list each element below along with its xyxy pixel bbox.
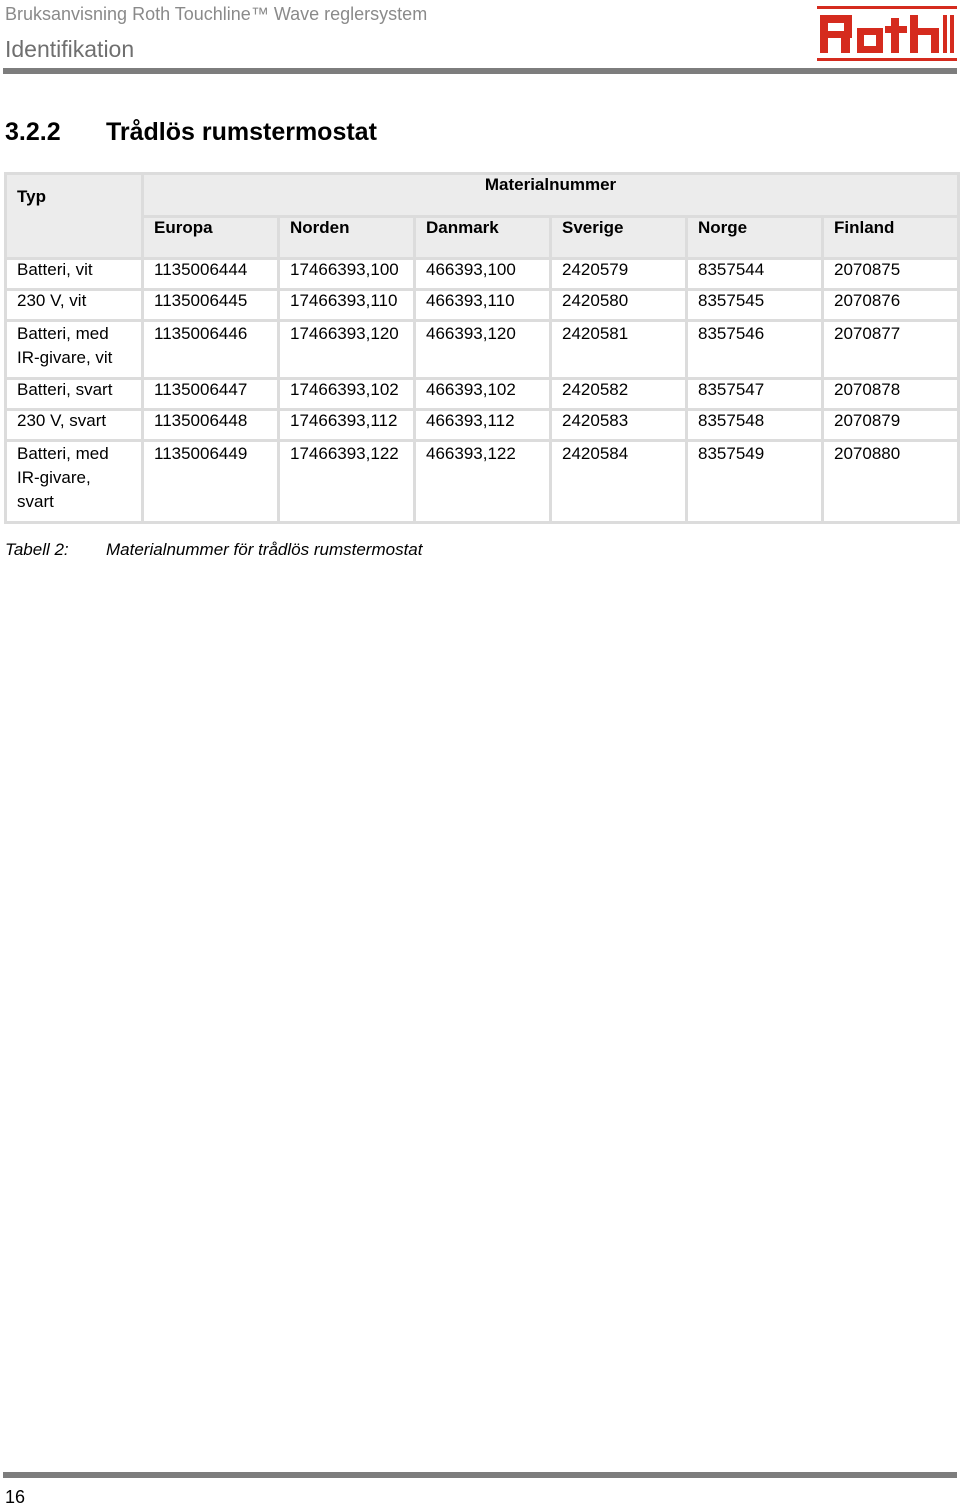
material-number-cell: 2420583 [551, 410, 687, 441]
material-number-cell: 17466393,102 [279, 379, 415, 410]
caption-text: Materialnummer för trådlös rumstermostat [106, 540, 423, 559]
header-divider [3, 68, 957, 74]
material-number-cell: 1135006447 [143, 379, 279, 410]
material-number-cell: 2070875 [823, 259, 959, 290]
table-row [6, 321, 959, 379]
section-number: 3.2.2 [5, 118, 61, 146]
material-number-cell: 1135006444 [143, 259, 279, 290]
material-number-cell: 466393,120 [415, 321, 551, 379]
material-number-cell: 466393,122 [415, 441, 551, 523]
material-number-cell: 466393,100 [415, 259, 551, 290]
material-number-cell: 8357547 [687, 379, 823, 410]
table-caption [5, 540, 422, 560]
material-number-table [4, 172, 960, 524]
type-column-header: Typ [6, 174, 143, 259]
table-row [6, 290, 959, 321]
material-number-cell: 17466393,120 [279, 321, 415, 379]
type-cell: Batteri, vit [6, 259, 143, 290]
material-number-cell: 1135006446 [143, 321, 279, 379]
material-number-cell: 1135006448 [143, 410, 279, 441]
column-header-norden: Norden [279, 217, 415, 259]
material-number-cell: 2420581 [551, 321, 687, 379]
material-number-cell: 8357549 [687, 441, 823, 523]
column-header-europa: Europa [143, 217, 279, 259]
type-cell: 230 V, vit [6, 290, 143, 321]
material-number-cell: 1135006449 [143, 441, 279, 523]
section-title: Trådlös rumstermostat [106, 118, 377, 146]
roth-logo [817, 6, 957, 64]
footer-divider [3, 1472, 957, 1478]
column-header-danmark: Danmark [415, 217, 551, 259]
material-number-cell: 8357546 [687, 321, 823, 379]
material-number-cell: 17466393,112 [279, 410, 415, 441]
column-header-norge: Norge [687, 217, 823, 259]
material-number-cell: 2070879 [823, 410, 959, 441]
material-number-cell: 466393,102 [415, 379, 551, 410]
type-cell: Batteri, med IR-givare, vit [6, 321, 143, 379]
type-cell: 230 V, svart [6, 410, 143, 441]
material-number-cell: 2070878 [823, 379, 959, 410]
material-number-cell: 8357548 [687, 410, 823, 441]
type-cell: Batteri, svart [6, 379, 143, 410]
material-number-cell: 2070880 [823, 441, 959, 523]
material-number-cell: 17466393,110 [279, 290, 415, 321]
column-header-sverige: Sverige [551, 217, 687, 259]
section-heading [5, 118, 377, 147]
chapter-title: Identifikation [5, 36, 135, 62]
material-number-cell: 466393,112 [415, 410, 551, 441]
material-number-cell: 17466393,122 [279, 441, 415, 523]
material-number-group-header: Materialnummer [143, 174, 959, 217]
material-number-cell: 17466393,100 [279, 259, 415, 290]
table-row [6, 379, 959, 410]
table-row [6, 410, 959, 441]
table-row [6, 259, 959, 290]
column-header-finland: Finland [823, 217, 959, 259]
material-number-cell: 2420582 [551, 379, 687, 410]
material-number-cell: 8357544 [687, 259, 823, 290]
caption-label: Tabell 2: [5, 540, 69, 559]
material-number-cell: 2420584 [551, 441, 687, 523]
material-number-cell: 8357545 [687, 290, 823, 321]
table-row [6, 441, 959, 523]
document-subtitle: Bruksanvisning Roth Touchline™ Wave reglersystem [5, 4, 428, 24]
material-number-cell: 2070877 [823, 321, 959, 379]
material-number-cell: 2070876 [823, 290, 959, 321]
page-number: 16 [5, 1487, 26, 1507]
material-number-cell: 2420579 [551, 259, 687, 290]
material-number-cell: 2420580 [551, 290, 687, 321]
material-number-cell: 1135006445 [143, 290, 279, 321]
material-number-cell: 466393,110 [415, 290, 551, 321]
type-cell: Batteri, med IR-givare, svart [6, 441, 143, 523]
